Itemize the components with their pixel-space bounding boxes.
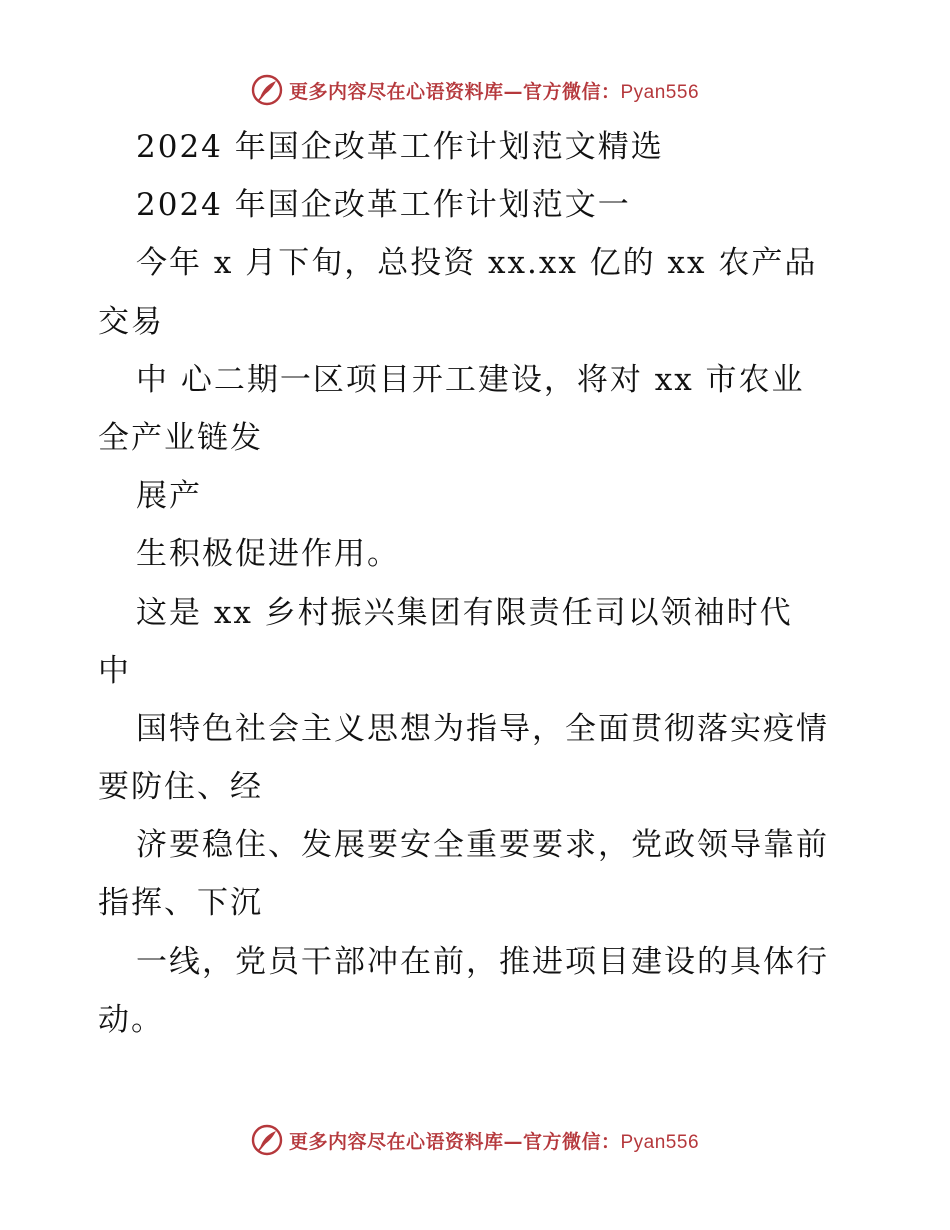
- document-line: 中 心二期一区项目开工建设，将对 xx 市农业: [136, 361, 805, 398]
- document-body: [98, 118, 858, 1049]
- feather-pen-icon: [251, 74, 283, 106]
- watermark-handle: Pyan556: [620, 81, 700, 103]
- watermark-label: 更多内容尽在心语资料库—官方微信：: [288, 1130, 621, 1153]
- document-line: 动。: [98, 1001, 164, 1038]
- document-line: 一线，党员干部冲在前，推进项目建设的具体行: [136, 943, 829, 980]
- document-line: 生积极促进作用。: [136, 536, 400, 573]
- document-line: 要防住、经: [98, 769, 263, 806]
- document-line: 全产业链发: [98, 419, 263, 456]
- watermark-text: [289, 1127, 699, 1154]
- watermark-text: [289, 77, 699, 104]
- document-line: 这是 xx 乡村振兴集团有限责任司以领袖时代: [136, 594, 793, 631]
- document-line: 交易: [98, 303, 164, 340]
- header-watermark-banner: [0, 70, 950, 110]
- document-line: 2024 年国企改革工作计划范文一: [136, 187, 631, 224]
- watermark-handle: Pyan556: [620, 1131, 700, 1153]
- document-line: 中: [98, 652, 131, 689]
- document-line: 2024 年国企改革工作计划范文精选: [136, 129, 664, 165]
- feather-pen-icon: [251, 1124, 283, 1156]
- document-line: 济要稳住、发展要安全重要要求，党政领导靠前: [136, 827, 829, 864]
- document-line: 指挥、下沉: [98, 885, 263, 922]
- document-line: 今年 x 月下旬，总投资 xx.xx 亿的 xx 农产品: [136, 245, 818, 282]
- document-line: 国特色社会主义思想为指导，全面贯彻落实疫情: [136, 710, 829, 747]
- document-line: 展产: [136, 478, 202, 515]
- footer-watermark-banner: [0, 1120, 950, 1160]
- watermark-label: 更多内容尽在心语资料库—官方微信：: [288, 80, 621, 103]
